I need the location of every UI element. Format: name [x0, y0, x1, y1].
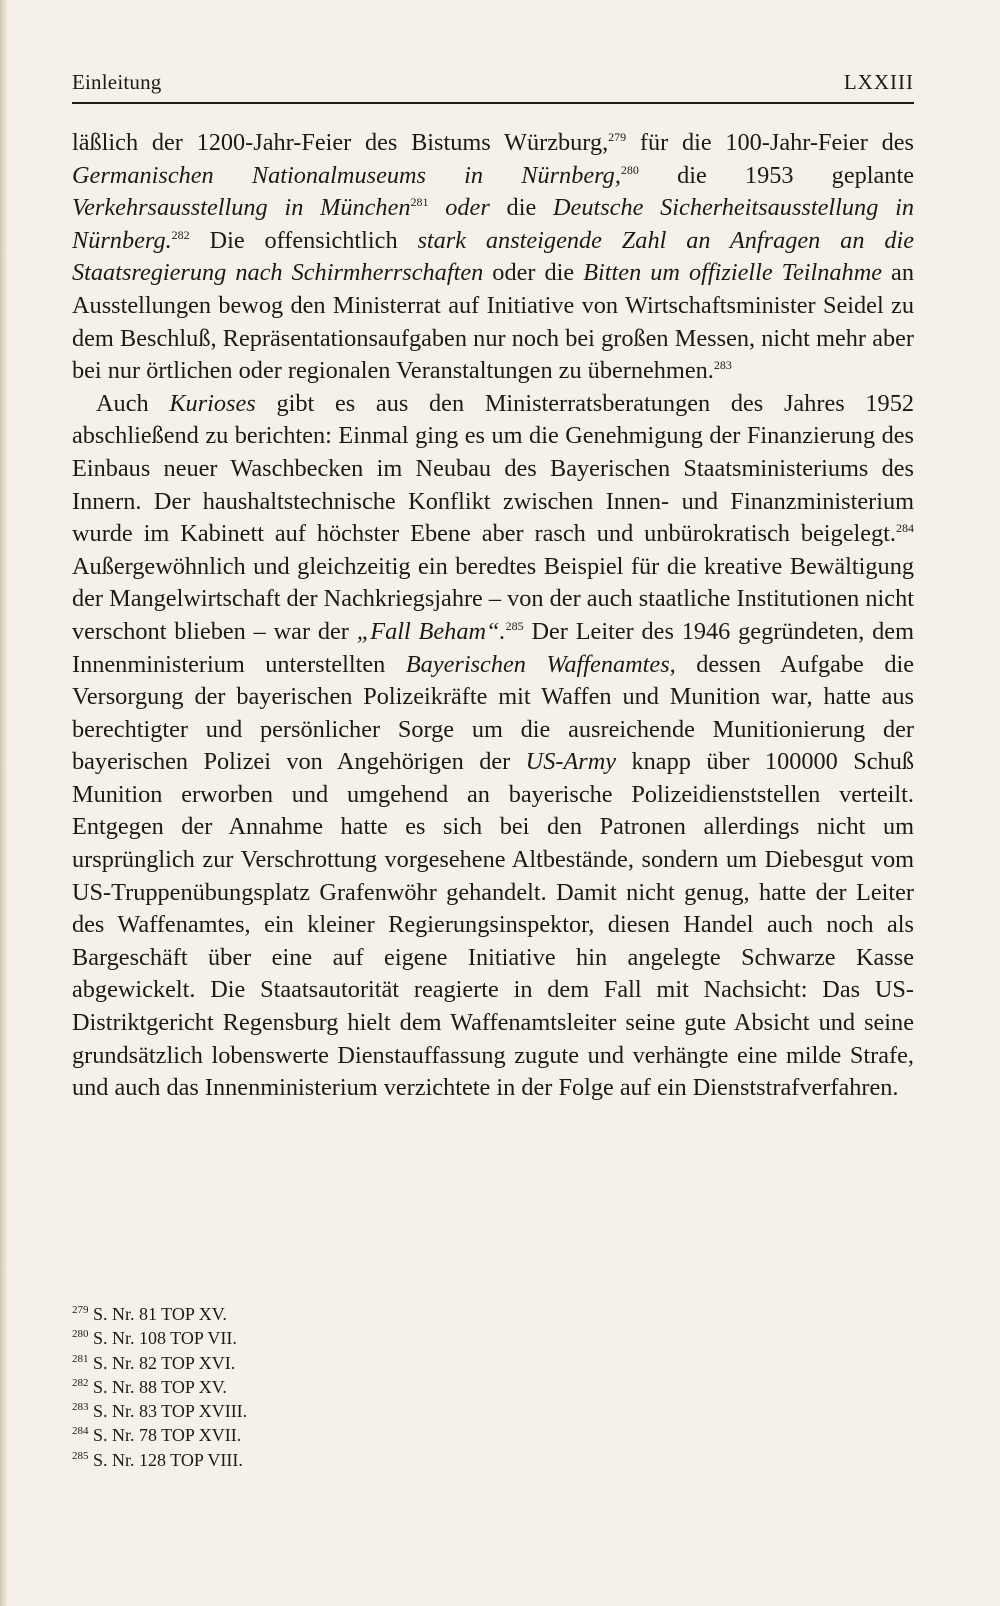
footnote-number: 279	[72, 1304, 89, 1316]
italic-run: Germanischen Nationalmuseums in Nürnberg,	[72, 161, 621, 189]
text-run: die 1953 geplante	[638, 161, 914, 189]
footnote-item	[72, 1326, 492, 1350]
footnote-ref-285[interactable]: 285	[505, 618, 524, 633]
page-number: LXXIII	[843, 70, 914, 94]
page-edge-shadow	[0, 0, 8, 1606]
text-run: gibt es aus den Ministerratsberatungen des Jahres 1952 abschließend zu berichten: Einmal ging es um die Genehmigung der Finanzierung des Einbaus neuer Waschbecken im Neubau des Bayerischen Staatsministeriums des Innern. Der haushaltstechnische Konflikt zwischen Innen- und Finanzministerium wurde im Kabinett auf höchster Ebene aber rasch und unbürokratisch beigelegt.	[72, 389, 914, 548]
section-title: Einleitung	[72, 70, 162, 94]
italic-run: Verkehrsausstellung in München	[72, 194, 411, 222]
running-header	[72, 70, 914, 102]
footnote-ref-283[interactable]: 283	[713, 358, 732, 373]
text-run: Außergewöhnlich und gleichzeitig ein beredtes Beispiel für die kreative Bewältigung der Mangelwirtschaft der Nachkriegsjahre – von der auch staatliche Institutionen nicht verschont blieben – war der	[72, 552, 914, 645]
italic-run: Bitten um offizielle Teilnahme	[583, 259, 883, 287]
footnote-text: S. Nr. 81 TOP XV.	[93, 1304, 227, 1324]
footnote-number: 283	[72, 1401, 89, 1414]
text-run: Der Leiter des 1946 gegründeten, dem Innenministerium unterstellten	[72, 617, 914, 678]
footnote-number: 280	[72, 1328, 89, 1341]
italic-run: Deutsche Sicherheitsausstellung in Nürnberg.	[72, 194, 914, 254]
main-text	[72, 127, 914, 1105]
text-run: dessen Aufgabe die Versorgung der bayerischen Polizeikräfte mit Waffen und Munition war, hatte aus berechtigter und persönlicher Sorge um die ausreichende Munitionierung der bayerischen Polizei von Angehörigen der	[72, 650, 914, 776]
text-run: Die offensichtlich	[189, 226, 418, 254]
italic-run: Bayerischen Waffenamtes,	[405, 650, 676, 678]
footnote-number: 281	[72, 1352, 89, 1365]
footnote-text: S. Nr. 82 TOP XVI.	[93, 1352, 236, 1373]
text-run: oder die	[483, 259, 584, 287]
italic-run: oder	[445, 194, 490, 222]
footnote-item	[72, 1302, 492, 1326]
footnote-ref-279[interactable]: 279	[608, 130, 627, 144]
paragraph-1	[72, 127, 914, 388]
italic-run: Kurioses	[169, 389, 256, 417]
italic-run: stark ansteigende Zahl an Anfragen an die Staatsregierung nach Schirmherrschaften	[72, 226, 915, 287]
footnote-ref-280[interactable]: 280	[620, 162, 639, 177]
footnote-ref-282[interactable]: 282	[171, 227, 190, 242]
footnote-number: 282	[72, 1376, 89, 1389]
footnote-item	[72, 1448, 492, 1472]
italic-run: „Fall Beham“.	[356, 617, 506, 645]
footnote-text: S. Nr. 78 TOP XVII.	[93, 1425, 242, 1446]
footnote-ref-281[interactable]: 281	[410, 195, 429, 210]
italic-run: US-Army	[525, 748, 617, 776]
footnote-text: S. Nr. 128 TOP VIII.	[93, 1449, 243, 1470]
text-run	[429, 194, 446, 221]
text-run: die	[489, 194, 553, 222]
footnote-text: S. Nr. 83 TOP XVIII.	[93, 1401, 248, 1422]
text-run: an Ausstellungen bewog den Ministerrat auf Initiative von Wirtschaftsminister Seidel zu dem Beschluß, Repräsentationsaufgaben nur noch bei großen Messen, nicht mehr aber bei nur örtlichen oder regionalen Veranstaltungen zu übernehmen.	[72, 259, 914, 385]
footnote-text: S. Nr. 108 TOP VII.	[93, 1328, 237, 1349]
footnotes	[72, 1302, 492, 1472]
paragraph-2	[72, 388, 914, 1105]
footnote-item	[72, 1375, 492, 1399]
text-run: Auch	[96, 389, 170, 417]
header-rule	[72, 102, 914, 104]
text-run: läßlich der 1200-Jahr-Feier des Bistums Würzburg,	[72, 129, 609, 156]
footnote-item	[72, 1351, 492, 1375]
footnote-text: S. Nr. 88 TOP XV.	[93, 1376, 227, 1397]
footnote-item	[72, 1423, 492, 1447]
footnote-number: 285	[72, 1449, 89, 1462]
footnote-ref-284[interactable]: 284	[896, 521, 914, 536]
footnote-number: 284	[72, 1425, 89, 1438]
text-run: knapp über 100000 Schuß Munition erworben und umgehend an bayerische Polizeidienststellen verteilt. Entgegen der Annahme hatte es sich bei den Patronen allerdings nicht um ursprünglich zur Verschrottung vorgesehene Altbestände, sondern um Diebesgut vom US-Truppenübungsplatz Grafenwöhr gehandelt. Damit nicht genug, hatte der Leiter des Waffenamtes, ein kleiner Regierungsinspektor, diesen Handel auch noch als Bargeschäft über eine auf eigene Initiative hin angelegte Schwarze Kasse abgewickelt. Die Staatsautorität reagierte in dem Fall mit Nachsicht: Das US-Distriktgericht Regensburg hielt dem Waffenamtsleiter seine gute Absicht und seine grundsätzlich lobenswerte Dienstauffassung zugute und verhängte eine milde Strafe, und auch das Innenministerium verzichtete in der Folge auf ein Dienststrafverfahren.	[72, 748, 914, 1102]
footnote-item	[72, 1399, 492, 1423]
text-run: für die 100-Jahr-Feier des	[626, 129, 914, 156]
